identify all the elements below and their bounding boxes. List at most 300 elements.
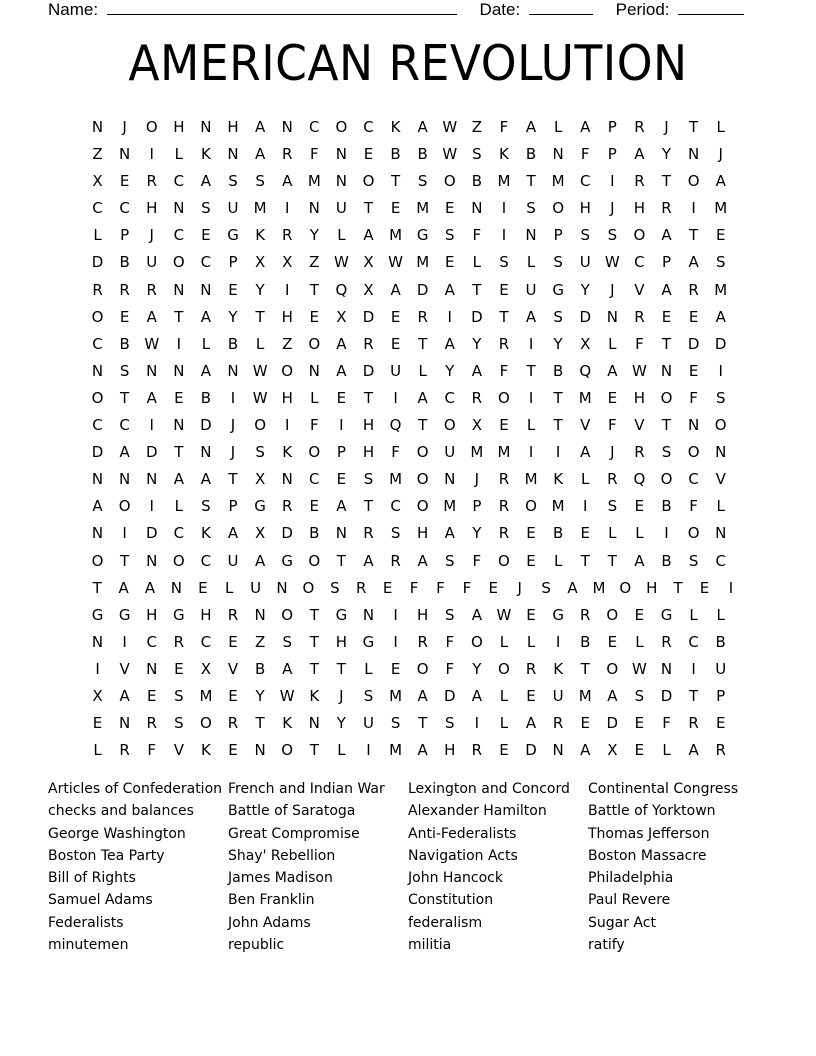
grid-letter[interactable]: E <box>390 307 401 326</box>
grid-letter[interactable]: A <box>146 307 157 326</box>
grid-letter[interactable]: L <box>716 118 725 136</box>
grid-letter[interactable]: O <box>619 578 632 597</box>
grid-letter[interactable]: T <box>499 307 509 326</box>
grid-letter[interactable]: R <box>417 632 428 651</box>
grid-letter[interactable]: L <box>499 686 509 705</box>
grid-letter[interactable]: T <box>553 388 563 407</box>
grid-letter[interactable]: A <box>471 686 482 705</box>
grid-letter[interactable]: I <box>366 741 371 760</box>
grid-letter[interactable]: L <box>472 253 482 272</box>
grid-letter[interactable]: A <box>254 118 266 136</box>
grid-letter[interactable]: N <box>606 307 618 326</box>
grid-letter[interactable]: Y <box>472 659 482 678</box>
grid-letter[interactable]: L <box>553 551 563 570</box>
grid-letter[interactable]: B <box>227 334 239 353</box>
grid-letter[interactable]: F <box>472 551 482 570</box>
grid-letter[interactable]: R <box>661 199 672 218</box>
grid-letter[interactable]: N <box>362 605 375 624</box>
grid-letter[interactable]: A <box>580 118 591 136</box>
grid-letter[interactable]: E <box>634 497 645 516</box>
grid-letter[interactable]: J <box>718 145 723 164</box>
grid-letter[interactable]: E <box>390 334 401 353</box>
grid-letter[interactable]: D <box>606 714 619 733</box>
grid-letter[interactable]: Y <box>255 280 265 299</box>
grid-letter[interactable]: Y <box>661 145 672 164</box>
grid-letter[interactable]: K <box>390 118 401 136</box>
grid-letter[interactable]: W <box>252 388 268 407</box>
grid-letter[interactable]: C <box>200 253 212 272</box>
grid-letter[interactable]: U <box>146 253 158 272</box>
grid-letter[interactable]: E <box>661 307 672 326</box>
grid-letter[interactable]: J <box>610 443 615 462</box>
grid-letter[interactable]: F <box>445 659 455 678</box>
grid-letter[interactable]: N <box>308 361 320 380</box>
grid-letter[interactable]: I <box>176 334 182 353</box>
grid-letter[interactable]: C <box>92 334 103 353</box>
grid-letter[interactable]: L <box>174 145 183 164</box>
grid-letter[interactable]: X <box>92 172 103 191</box>
grid-letter[interactable]: I <box>393 632 398 651</box>
grid-letter[interactable]: F <box>580 145 590 164</box>
grid-letter[interactable]: I <box>284 199 290 218</box>
grid-letter[interactable]: S <box>174 686 184 705</box>
grid-letter[interactable]: I <box>691 199 696 218</box>
grid-letter[interactable]: W <box>442 118 458 136</box>
grid-letter[interactable]: F <box>445 632 455 651</box>
grid-letter[interactable]: S <box>363 686 374 705</box>
grid-letter[interactable]: N <box>173 280 185 299</box>
grid-letter[interactable]: S <box>255 443 265 462</box>
grid-letter[interactable]: E <box>363 145 374 164</box>
grid-letter[interactable]: P <box>228 497 238 516</box>
grid-letter[interactable]: O <box>498 388 510 407</box>
grid-letter[interactable]: E <box>198 578 208 597</box>
grid-letter[interactable]: L <box>225 578 234 597</box>
grid-letter[interactable]: L <box>93 226 102 245</box>
grid-letter[interactable]: V <box>634 416 645 435</box>
grid-letter[interactable]: V <box>119 659 130 678</box>
grid-letter[interactable]: F <box>689 497 698 516</box>
grid-letter[interactable]: N <box>91 361 104 380</box>
grid-letter[interactable]: N <box>91 470 104 489</box>
grid-letter[interactable]: J <box>517 578 522 597</box>
grid-letter[interactable]: I <box>528 334 534 353</box>
grid-letter[interactable]: Y <box>255 686 265 705</box>
grid-letter[interactable]: S <box>541 578 551 597</box>
grid-letter[interactable]: I <box>284 280 290 299</box>
grid-letter[interactable]: J <box>610 280 615 299</box>
grid-letter[interactable]: R <box>688 714 699 733</box>
grid-letter[interactable]: O <box>606 605 619 624</box>
grid-letter[interactable]: F <box>309 416 319 435</box>
grid-letter[interactable]: K <box>553 659 564 678</box>
grid-letter[interactable]: N <box>227 145 239 164</box>
grid-letter[interactable]: W <box>496 605 512 624</box>
grid-letter[interactable]: L <box>526 253 536 272</box>
grid-letter[interactable]: H <box>146 199 158 218</box>
grid-letter[interactable]: N <box>525 226 537 245</box>
grid-letter[interactable]: S <box>417 172 428 191</box>
grid-letter[interactable]: B <box>417 145 428 164</box>
grid-letter[interactable]: S <box>445 551 455 570</box>
grid-letter[interactable]: X <box>282 253 293 272</box>
grid-letter[interactable]: G <box>416 226 429 245</box>
grid-letter[interactable]: O <box>606 659 619 678</box>
grid-letter[interactable]: Y <box>309 226 319 245</box>
grid-letter[interactable]: L <box>608 524 617 543</box>
grid-letter[interactable]: K <box>309 686 320 705</box>
grid-letter[interactable]: I <box>501 226 507 245</box>
grid-letter[interactable]: B <box>119 334 130 353</box>
grid-letter[interactable]: G <box>118 605 131 624</box>
grid-letter[interactable]: H <box>417 605 429 624</box>
grid-letter[interactable]: O <box>552 199 565 218</box>
grid-letter[interactable]: I <box>393 605 398 624</box>
grid-letter[interactable]: X <box>254 253 266 272</box>
grid-letter[interactable]: L <box>526 416 536 435</box>
grid-letter[interactable]: G <box>362 632 375 651</box>
grid-letter[interactable]: Y <box>445 361 455 380</box>
grid-letter[interactable]: U <box>390 361 402 380</box>
grid-letter[interactable]: A <box>525 714 537 733</box>
grid-letter[interactable]: N <box>687 145 700 164</box>
grid-letter[interactable]: Y <box>580 280 590 299</box>
grid-letter[interactable]: C <box>146 632 157 651</box>
grid-letter[interactable]: G <box>91 605 104 624</box>
grid-letter[interactable]: E <box>688 307 699 326</box>
grid-letter[interactable]: M <box>416 253 430 272</box>
grid-letter[interactable]: O <box>687 172 700 191</box>
grid-letter[interactable]: O <box>443 416 456 435</box>
grid-letter[interactable]: N <box>146 551 158 570</box>
grid-letter[interactable]: N <box>91 524 104 543</box>
grid-letter[interactable]: O <box>416 497 429 516</box>
grid-letter[interactable]: H <box>633 388 646 407</box>
grid-letter[interactable]: C <box>309 470 320 489</box>
grid-letter[interactable]: P <box>336 443 346 462</box>
grid-letter[interactable]: W <box>252 361 268 380</box>
grid-letter[interactable]: O <box>525 497 537 516</box>
grid-letter[interactable]: E <box>580 714 590 733</box>
grid-letter[interactable]: R <box>281 497 293 516</box>
grid-letter[interactable]: M <box>389 226 403 245</box>
grid-letter[interactable]: H <box>281 307 293 326</box>
grid-letter[interactable]: R <box>119 280 130 299</box>
grid-letter[interactable]: E <box>634 741 645 760</box>
grid-letter[interactable]: W <box>144 334 160 353</box>
grid-letter[interactable]: N <box>173 199 185 218</box>
grid-letter[interactable]: A <box>200 172 212 191</box>
grid-letter[interactable]: L <box>553 118 563 136</box>
grid-letter[interactable]: A <box>119 686 130 705</box>
grid-letter[interactable]: F <box>147 741 157 760</box>
grid-letter[interactable]: N <box>335 145 347 164</box>
grid-letter[interactable]: F <box>436 578 445 597</box>
grid-letter[interactable]: B <box>525 145 537 164</box>
grid-letter[interactable]: O <box>687 524 700 543</box>
grid-letter[interactable]: A <box>688 253 699 272</box>
grid-letter[interactable]: D <box>714 334 727 353</box>
grid-letter[interactable]: T <box>661 416 672 435</box>
grid-letter[interactable]: V <box>634 280 645 299</box>
grid-letter[interactable]: O <box>254 416 267 435</box>
grid-letter[interactable]: L <box>255 334 265 353</box>
grid-letter[interactable]: W <box>279 686 295 705</box>
grid-letter[interactable]: N <box>281 118 293 136</box>
grid-letter[interactable]: M <box>714 199 728 218</box>
grid-letter[interactable]: T <box>580 659 590 678</box>
grid-letter[interactable]: C <box>390 497 401 516</box>
grid-letter[interactable]: J <box>610 199 615 218</box>
grid-letter[interactable]: O <box>687 443 700 462</box>
grid-letter[interactable]: K <box>282 443 293 462</box>
grid-letter[interactable]: O <box>498 551 510 570</box>
grid-letter[interactable]: E <box>634 714 645 733</box>
grid-letter[interactable]: I <box>393 388 398 407</box>
grid-letter[interactable]: A <box>227 524 239 543</box>
grid-letter[interactable]: R <box>525 659 537 678</box>
grid-letter[interactable]: R <box>552 714 564 733</box>
grid-letter[interactable]: N <box>119 714 131 733</box>
grid-letter[interactable]: O <box>281 741 294 760</box>
grid-letter[interactable]: B <box>200 388 212 407</box>
grid-letter[interactable]: H <box>200 605 212 624</box>
grid-letter[interactable]: Y <box>472 524 482 543</box>
grid-letter[interactable]: A <box>282 172 293 191</box>
grid-letter[interactable]: Q <box>633 470 646 489</box>
grid-letter[interactable]: S <box>526 199 536 218</box>
grid-letter[interactable]: V <box>580 416 591 435</box>
grid-letter[interactable]: I <box>149 145 154 164</box>
grid-letter[interactable]: E <box>499 741 509 760</box>
grid-letter[interactable]: E <box>228 741 238 760</box>
grid-letter[interactable]: A <box>173 470 184 489</box>
grid-letter[interactable]: Z <box>282 334 293 353</box>
grid-letter[interactable]: O <box>362 172 375 191</box>
grid-letter[interactable]: P <box>607 145 617 164</box>
grid-letter[interactable]: O <box>470 632 483 651</box>
grid-letter[interactable]: L <box>526 632 536 651</box>
grid-letter[interactable]: D <box>281 524 293 543</box>
grid-letter[interactable]: S <box>580 226 590 245</box>
grid-letter[interactable]: Q <box>335 280 348 299</box>
grid-letter[interactable]: A <box>715 307 726 326</box>
grid-letter[interactable]: O <box>118 497 131 516</box>
grid-letter[interactable]: D <box>200 416 212 435</box>
grid-letter[interactable]: N <box>715 443 727 462</box>
grid-letter[interactable]: N <box>146 470 158 489</box>
grid-letter[interactable]: A <box>200 470 212 489</box>
grid-letter[interactable]: R <box>363 334 374 353</box>
grid-letter[interactable]: I <box>528 443 534 462</box>
grid-letter[interactable]: V <box>715 470 726 489</box>
grid-letter[interactable]: Z <box>471 118 482 136</box>
grid-letter[interactable]: M <box>470 443 484 462</box>
grid-letter[interactable]: F <box>689 388 698 407</box>
grid-letter[interactable]: B <box>661 551 672 570</box>
grid-letter[interactable]: R <box>146 172 157 191</box>
grid-letter[interactable]: T <box>92 578 102 597</box>
grid-letter[interactable]: C <box>173 172 185 191</box>
grid-letter[interactable]: T <box>418 334 428 353</box>
grid-letter[interactable]: G <box>552 605 564 624</box>
grid-letter[interactable]: T <box>418 416 428 435</box>
grid-letter[interactable]: O <box>91 388 104 407</box>
grid-letter[interactable]: N <box>687 416 700 435</box>
grid-letter[interactable]: O <box>172 551 185 570</box>
grid-letter[interactable]: E <box>715 226 726 245</box>
grid-letter[interactable]: A <box>336 361 347 380</box>
grid-letter[interactable]: B <box>471 172 482 191</box>
grid-letter[interactable]: O <box>660 470 673 489</box>
grid-letter[interactable]: E <box>228 632 238 651</box>
grid-letter[interactable]: T <box>309 659 319 678</box>
grid-letter[interactable]: R <box>227 714 239 733</box>
grid-letter[interactable]: F <box>499 118 509 136</box>
period-field[interactable] <box>678 0 744 15</box>
grid-letter[interactable]: D <box>579 307 592 326</box>
grid-letter[interactable]: B <box>661 497 672 516</box>
grid-letter[interactable]: R <box>498 497 510 516</box>
grid-letter[interactable]: E <box>499 280 509 299</box>
grid-letter[interactable]: I <box>691 659 696 678</box>
grid-letter[interactable]: F <box>391 443 400 462</box>
grid-letter[interactable]: A <box>254 145 266 164</box>
grid-letter[interactable]: E <box>228 280 238 299</box>
grid-letter[interactable]: D <box>687 334 700 353</box>
grid-letter[interactable]: E <box>382 578 393 597</box>
grid-letter[interactable]: E <box>688 361 699 380</box>
grid-letter[interactable]: S <box>363 470 374 489</box>
grid-letter[interactable]: A <box>444 280 455 299</box>
grid-letter[interactable]: T <box>689 226 699 245</box>
grid-letter[interactable]: N <box>308 714 320 733</box>
grid-letter[interactable]: D <box>91 443 104 462</box>
grid-letter[interactable]: S <box>282 632 292 651</box>
grid-letter[interactable]: S <box>390 714 401 733</box>
grid-letter[interactable]: C <box>309 118 320 136</box>
grid-letter[interactable]: F <box>662 714 671 733</box>
grid-letter[interactable]: M <box>714 280 728 299</box>
grid-letter[interactable]: U <box>579 253 591 272</box>
grid-letter[interactable]: M <box>497 172 511 191</box>
grid-letter[interactable]: E <box>336 470 347 489</box>
grid-letter[interactable]: I <box>284 416 290 435</box>
grid-letter[interactable]: E <box>715 714 726 733</box>
grid-letter[interactable]: L <box>716 497 725 516</box>
grid-letter[interactable]: N <box>254 605 266 624</box>
grid-letter[interactable]: T <box>673 578 683 597</box>
grid-letter[interactable]: E <box>445 199 455 218</box>
grid-letter[interactable]: A <box>363 226 374 245</box>
grid-letter[interactable]: S <box>201 497 211 516</box>
grid-letter[interactable]: A <box>661 280 672 299</box>
grid-letter[interactable]: L <box>364 659 373 678</box>
grid-letter[interactable]: E <box>526 605 536 624</box>
grid-letter[interactable]: E <box>309 307 320 326</box>
grid-letter[interactable]: U <box>250 578 262 597</box>
grid-letter[interactable]: I <box>728 578 734 597</box>
grid-letter[interactable]: K <box>282 714 293 733</box>
grid-letter[interactable]: M <box>497 443 511 462</box>
grid-letter[interactable]: N <box>91 632 104 651</box>
grid-letter[interactable]: U <box>227 199 239 218</box>
grid-letter[interactable]: A <box>363 551 374 570</box>
grid-letter[interactable]: T <box>120 551 130 570</box>
grid-letter[interactable]: P <box>607 118 617 136</box>
grid-letter[interactable]: N <box>146 659 158 678</box>
grid-letter[interactable]: L <box>310 388 319 407</box>
grid-letter[interactable]: A <box>146 388 157 407</box>
grid-letter[interactable]: A <box>444 334 455 353</box>
grid-letter[interactable]: S <box>445 226 455 245</box>
grid-letter[interactable]: H <box>579 199 591 218</box>
grid-letter[interactable]: N <box>471 199 483 218</box>
grid-letter[interactable]: E <box>390 659 401 678</box>
grid-letter[interactable]: X <box>254 524 266 543</box>
grid-letter[interactable]: K <box>201 145 211 164</box>
grid-letter[interactable]: R <box>471 741 483 760</box>
grid-letter[interactable]: N <box>552 145 564 164</box>
date-field[interactable] <box>529 0 593 15</box>
grid-letter[interactable]: S <box>688 551 699 570</box>
grid-letter[interactable]: R <box>92 280 103 299</box>
grid-letter[interactable]: I <box>718 361 723 380</box>
grid-letter[interactable]: J <box>474 470 480 489</box>
grid-letter[interactable]: X <box>254 470 266 489</box>
grid-letter[interactable]: C <box>634 253 645 272</box>
grid-letter[interactable]: M <box>253 199 267 218</box>
grid-letter[interactable]: C <box>444 388 455 407</box>
grid-letter[interactable]: I <box>149 416 154 435</box>
grid-letter[interactable]: B <box>390 145 401 164</box>
grid-letter[interactable]: A <box>282 659 293 678</box>
grid-letter[interactable]: I <box>230 388 236 407</box>
grid-letter[interactable]: C <box>92 199 103 218</box>
grid-letter[interactable]: R <box>580 605 591 624</box>
grid-letter[interactable]: I <box>339 416 344 435</box>
grid-letter[interactable]: T <box>580 551 590 570</box>
grid-letter[interactable]: S <box>715 388 726 407</box>
grid-letter[interactable]: S <box>201 199 211 218</box>
grid-letter[interactable]: R <box>281 145 293 164</box>
grid-letter[interactable]: I <box>122 632 127 651</box>
grid-letter[interactable]: E <box>580 524 590 543</box>
grid-letter[interactable]: A <box>688 741 699 760</box>
grid-letter[interactable]: S <box>472 145 482 164</box>
grid-letter[interactable]: S <box>174 714 184 733</box>
grid-letter[interactable]: H <box>417 524 429 543</box>
grid-letter[interactable]: M <box>389 741 403 760</box>
grid-letter[interactable]: A <box>471 361 482 380</box>
grid-letter[interactable]: R <box>634 443 645 462</box>
grid-letter[interactable]: H <box>362 416 375 435</box>
grid-letter[interactable]: A <box>567 578 578 597</box>
grid-letter[interactable]: A <box>471 605 482 624</box>
grid-letter[interactable]: A <box>715 172 726 191</box>
grid-letter[interactable]: I <box>555 443 561 462</box>
grid-letter[interactable]: L <box>581 470 590 489</box>
grid-letter[interactable]: T <box>689 118 699 136</box>
grid-letter[interactable]: C <box>92 416 103 435</box>
grid-letter[interactable]: V <box>227 659 239 678</box>
grid-letter[interactable]: L <box>337 226 346 245</box>
grid-letter[interactable]: G <box>552 280 564 299</box>
grid-letter[interactable]: J <box>664 118 669 136</box>
grid-letter[interactable]: Z <box>92 145 103 164</box>
grid-letter[interactable]: Y <box>336 714 346 733</box>
grid-letter[interactable]: F <box>472 226 482 245</box>
